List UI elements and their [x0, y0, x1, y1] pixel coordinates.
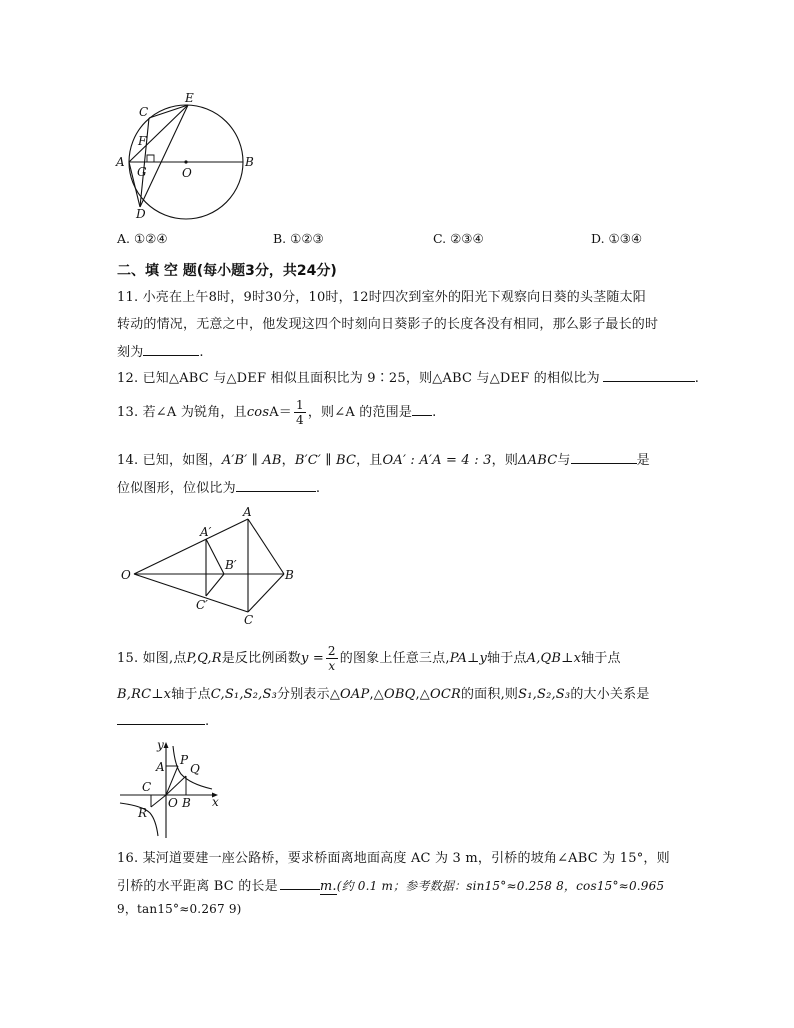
q15-points: P,Q,R [186, 651, 222, 666]
label-b: B [285, 568, 294, 582]
q15-l2-l: 的大小关系是 [570, 687, 650, 702]
q11-line2: 转动的情况，无意之中，他发现这四个时刻向日葵影子的长度各没有相同，那么影子最长的时 [117, 317, 659, 332]
label-a: A [156, 760, 165, 774]
q12-line [117, 368, 699, 388]
q15-line2 [117, 686, 650, 704]
label-a: A [243, 505, 252, 519]
option-b: B. ①②③ [273, 231, 324, 246]
q15-l2-g: OBQ [383, 687, 416, 702]
q16-line3: 9，tan15°≈0.267 9) [117, 902, 242, 916]
q14-mid: ，则 [491, 453, 519, 468]
q15-line3 [117, 711, 209, 731]
q14-sep2: ，且 [356, 453, 383, 468]
label-g: G [137, 165, 147, 179]
homothety-figure [118, 502, 308, 628]
q16-line2 [117, 876, 664, 896]
q14-ratio: OA′ : A′A = 4 : 3 [382, 453, 492, 468]
q11-prefix: 刻为 [117, 345, 144, 360]
ray-oc [134, 574, 248, 612]
q13-answer-blank[interactable] [412, 402, 432, 416]
q15-text3: 轴于点 [487, 651, 527, 666]
q13-denominator: 4 [296, 413, 304, 427]
circle-figure [112, 90, 262, 225]
q11-line3 [117, 342, 204, 362]
label-x: x [212, 795, 219, 809]
q15-end: . [205, 714, 210, 729]
q16-reference: (约 0.1 m；参考数据：sin15°≈0.258 8，cos15°≈0.965 [336, 879, 665, 893]
q13-cos: cos [246, 405, 270, 420]
q15-l2-a: B,RC⊥x [117, 687, 172, 702]
q14-line2 [117, 478, 320, 498]
label-r: R [138, 806, 148, 820]
label-c-prime: C′ [196, 598, 208, 612]
label-c: C [139, 105, 149, 119]
q14-line2-end: . [315, 481, 321, 496]
right-angle-mark [147, 155, 154, 162]
q15-pa: PA⊥y [449, 651, 488, 666]
q13-end: . [432, 405, 437, 420]
q15-denominator: x [328, 659, 336, 673]
label-b-prime: B′ [225, 558, 237, 572]
q15-l2-j: 的面积,则 [460, 687, 519, 702]
q15-l2-h: ,△ [415, 687, 430, 702]
label-a: A [116, 155, 125, 169]
q14-prefix: 14. 已知，如图， [117, 453, 222, 468]
chord-ce [149, 105, 188, 118]
q14-end: 是 [636, 453, 650, 468]
label-d: D [136, 207, 146, 221]
q14-relation1: A′B′ ∥ AB [221, 453, 282, 468]
label-c: C [244, 613, 254, 627]
q14-line2-prefix: 位似图形，位似比为 [117, 481, 236, 496]
option-c: C. ②③④ [433, 231, 484, 246]
y-axis-arrow [164, 742, 169, 748]
option-d: D. ①③④ [591, 231, 643, 246]
q12-answer-blank[interactable] [603, 368, 695, 382]
center-dot [184, 160, 187, 163]
q12-text: 12. 已知△ABC 与△DEF 相似且面积比为 9∶25，则△ABC 与△DEF 的相似比为 [117, 371, 600, 386]
q15-text1: 是反比例函数 [221, 651, 301, 666]
q14-relation2: B′C′ ∥ BC [294, 453, 357, 468]
label-b: B [245, 155, 254, 169]
q14-answer-blank-2[interactable] [236, 478, 316, 492]
q15-l2-k: S₁,S₂,S₃ [518, 687, 571, 702]
q15-a-qb: A,QB⊥x [526, 651, 582, 666]
q14-line1 [117, 450, 650, 470]
label-e: E [185, 91, 194, 105]
q11-answer-blank[interactable] [143, 342, 199, 356]
q15-prefix: 15. 如图,点 [117, 651, 187, 666]
q14-triangle: ΔABC [518, 453, 558, 468]
q15-y-eq: y = [300, 651, 324, 666]
side-a1b1 [206, 539, 224, 574]
label-o: O [168, 796, 178, 810]
label-a-prime: A′ [200, 525, 212, 539]
q13-post: ，则∠A 的范围是 [307, 405, 413, 420]
q16-unit: m. [319, 879, 337, 894]
q16-answer-blank[interactable] [280, 876, 320, 890]
q15-l2-e: OAP [340, 687, 370, 702]
q15-l2-b: 轴于点 [171, 687, 211, 702]
q16-line1: 16. 某河道要建一座公路桥，要求桥面离地面高度 AC 为 3 m，引桥的坡角∠ABC 为 15°，则 [117, 851, 670, 866]
q12-end: . [694, 371, 700, 386]
q15-l2-c: C,S₁,S₂,S₃ [210, 687, 278, 702]
q14-answer-blank-1[interactable] [571, 450, 637, 464]
section-heading: 二、填 空 题(每小题3分，共24分) [117, 263, 337, 279]
option-a: A. ①②④ [117, 231, 168, 246]
q14-sep1: ， [281, 453, 295, 468]
side-bc [248, 574, 284, 612]
q15-numerator: 2 [327, 644, 336, 658]
label-q: Q [190, 762, 200, 776]
q13-mid: A＝ [269, 405, 293, 420]
q15-l2-d: 分别表示△ [277, 687, 341, 702]
q15-fraction [326, 644, 338, 673]
label-c: C [142, 780, 152, 794]
hyperbola-figure [118, 736, 228, 840]
label-p: P [180, 753, 189, 767]
segment-or [151, 795, 166, 807]
segment-oq [166, 776, 186, 795]
label-b: B [182, 796, 191, 810]
q15-answer-blank[interactable] [117, 711, 205, 725]
q15-l2-i: OCR [429, 687, 461, 702]
side-ab [248, 519, 284, 574]
label-f: F [138, 134, 147, 148]
q13-prefix: 13. 若∠A 为锐角，且 [117, 405, 247, 420]
q11-end: . [199, 345, 204, 360]
q15-line1 [117, 643, 621, 675]
label-o: O [182, 166, 192, 180]
label-o: O [121, 568, 131, 582]
label-y: y [157, 738, 164, 752]
q16-prefix: 引桥的水平距离 BC 的长是 [117, 879, 278, 894]
q15-l2-f: ,△ [369, 687, 384, 702]
q15-text2: 的图象上任意三点, [339, 651, 450, 666]
q13-fraction [294, 398, 306, 427]
q13-line [117, 398, 436, 428]
segment-op [166, 766, 178, 795]
q15-text4: 轴于点 [581, 651, 621, 666]
q13-numerator: 1 [296, 398, 304, 412]
side-b1c1 [206, 574, 224, 596]
q14-post: 与 [557, 453, 571, 468]
q11-line1: 11. 小亮在上午8时，9时30分，10时，12时四次到室外的阳光下观察向日葵的头茎随太阳 [117, 290, 646, 305]
